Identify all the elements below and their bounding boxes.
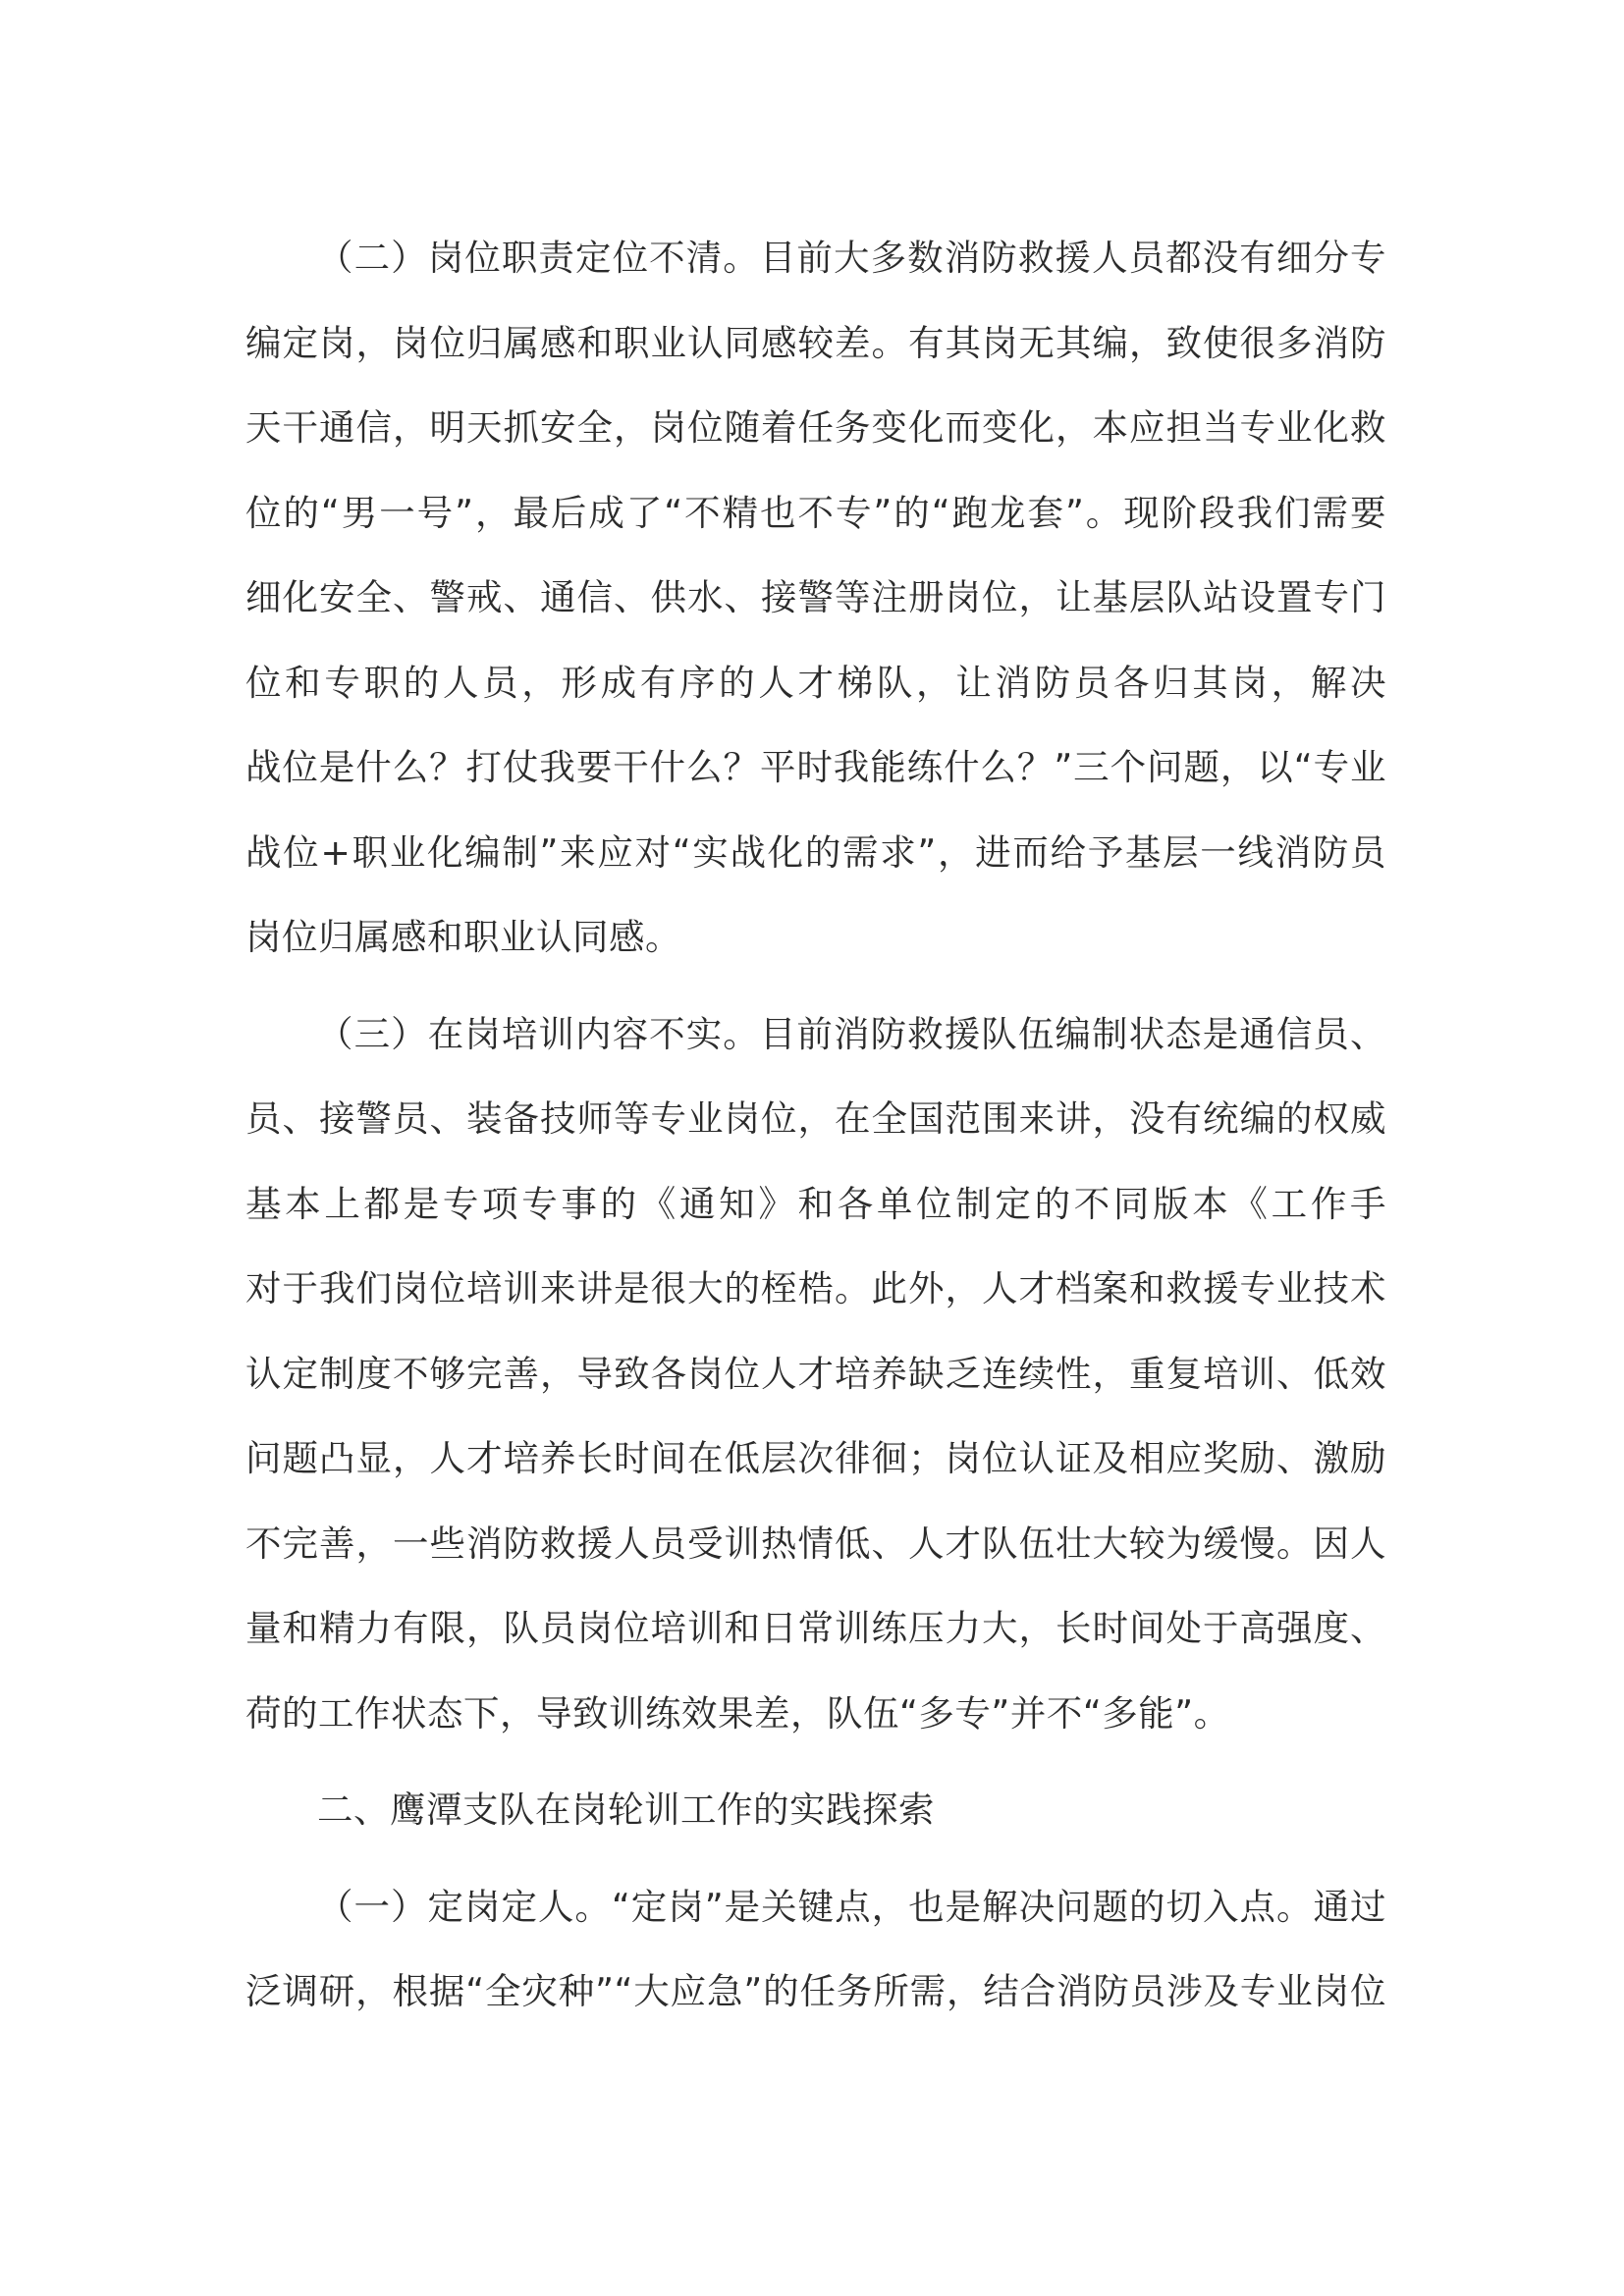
text-line: 编定岗，岗位归属感和职业认同感较差。有其岗无其编，致使很多消防 — [245, 321, 1386, 364]
text-line: 不完善，一些消防救援人员受训热情低、人才队伍壮大较为缓慢。因人 — [245, 1522, 1386, 1565]
paragraph-define-posts — [245, 1865, 1386, 2035]
paragraph-spacing — [245, 1853, 1386, 1865]
text-line: 泛调研，根据“全灾种”“大应急”的任务所需，结合消防员涉及专业岗位 — [245, 1970, 1386, 2012]
text-line: 问题凸显，人才培养长时间在低层次徘徊；岗位认证及相应奖励、激励 — [245, 1437, 1386, 1479]
text-line: （三）在岗培训内容不实。目前消防救援队伍编制状态是通信员、 — [317, 1012, 1386, 1055]
paragraph-spacing — [245, 981, 1386, 992]
text-line: 战位+职业化编制”来应对“实战化的需求”，进而给予基层一线消防员 — [245, 830, 1386, 874]
paragraph-post-duty-unclear — [245, 216, 1386, 981]
text-line: 战位是什么？打仗我要干什么？平时我能练什么？”三个问题，以“专业 — [245, 746, 1386, 788]
text-line: （二）岗位职责定位不清。目前大多数消防救援人员都没有细分专 — [317, 237, 1386, 279]
text-line: 位的“男一号”，最后成了“不精也不专”的“跑龙套”。现阶段我们需要 — [245, 491, 1386, 534]
text-line-last: 荷的工作状态下，导致训练效果差，队伍“多专”并不“多能”。 — [245, 1691, 1230, 1735]
text-line: 天干通信，明天抓安全，岗位随着任务变化而变化，本应担当专业化救 — [245, 406, 1386, 449]
text-line: 细化安全、警戒、通信、供水、接警等注册岗位，让基层队站设置专门 — [245, 576, 1386, 618]
paragraph-training-content-weak — [245, 992, 1386, 1757]
text-line: 对于我们岗位培训来讲是很大的桎梏。此外，人才档案和救援专业技术 — [245, 1267, 1386, 1309]
text-line: 基本上都是专项专事的《通知》和各单位制定的不同版本《工作手 — [245, 1182, 1386, 1225]
text-line: （一）定岗定人。“定岗”是关键点，也是解决问题的切入点。通过 — [317, 1885, 1386, 1928]
document-body — [245, 216, 1386, 2035]
text-line-last: 岗位归属感和职业认同感。 — [245, 916, 681, 958]
text-line: 员、接警员、装备技师等专业岗位，在全国范围来讲，没有统编的权威 — [245, 1097, 1386, 1140]
text-line: 量和精力有限，队员岗位培训和日常训练压力大，长时间处于高强度、 — [245, 1607, 1386, 1649]
section-heading — [245, 1768, 1386, 1853]
text-line: 认定制度不够完善，导致各岗位人才培养缺乏连续性，重复培训、低效 — [245, 1352, 1386, 1395]
heading-text: 二、鹰潭支队在岗轮训工作的实践探索 — [317, 1789, 935, 1831]
paragraph-spacing — [245, 1756, 1386, 1768]
text-line: 位和专职的人员，形成有序的人才梯队，让消防员各归其岗，解决 — [245, 661, 1386, 704]
